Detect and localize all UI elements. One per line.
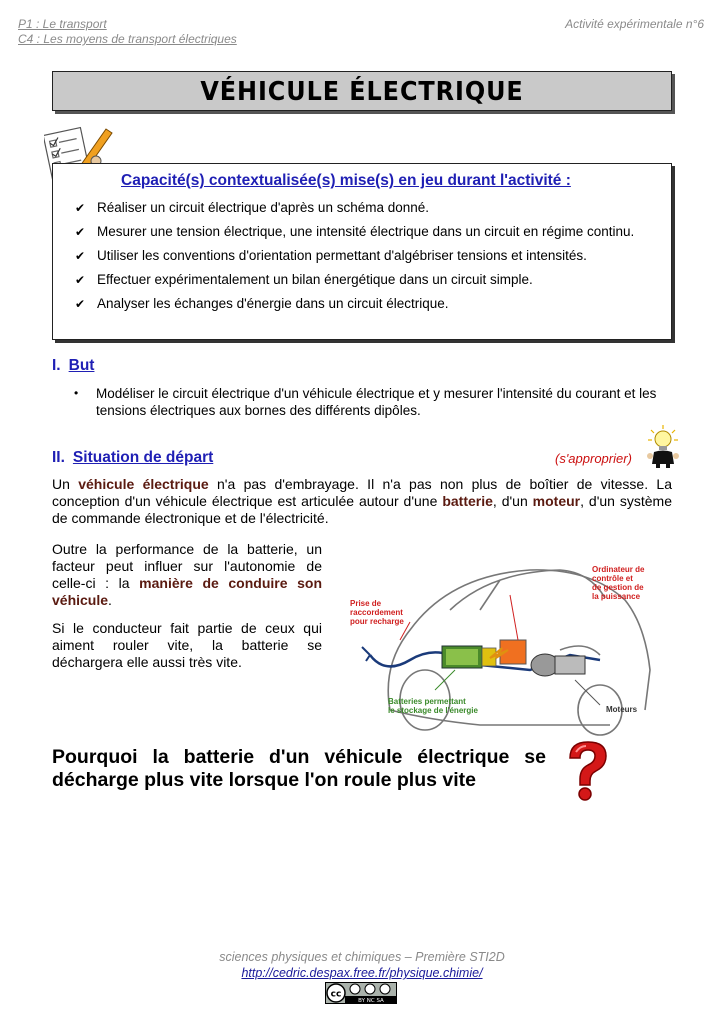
question-text: Pourquoi la batterie d'un véhicule électrique se décharge plus vite lorsque l'on roule plus vite <box>52 746 546 791</box>
check-icon: ✔ <box>75 249 86 263</box>
capacities-heading: Capacité(s) contextualisée(s) mise(s) en jeu durant l'activité : <box>121 172 571 189</box>
header-part: P1 : Le transport <box>18 17 107 31</box>
header-left <box>18 17 237 47</box>
cc-license-icon <box>325 982 397 1004</box>
question-mark-icon <box>558 738 616 802</box>
section-number: I. <box>52 357 61 374</box>
figure-label-batteries: Batteries permettant le stockage de l'énergie <box>388 697 478 715</box>
skill-tag: (s'approprier) <box>555 451 632 466</box>
electric-car-diagram <box>330 540 670 740</box>
section-title-situation <box>52 449 213 467</box>
section-number: II. <box>52 449 65 466</box>
figure-label-moteurs: Moteurs <box>606 705 638 714</box>
bold-term: manière de conduire son véhicule <box>52 575 322 608</box>
list-item-text: Réaliser un circuit électrique d'après un schéma donné. <box>97 200 430 215</box>
but-item <box>74 385 672 419</box>
but-text: Modéliser le circuit électrique d'un véhicule électrique et y mesurer l'intensité du courant et les tensions électriques aux bornes des différents dipôles. <box>96 386 657 418</box>
bullet-icon: • <box>74 386 79 400</box>
text-span: . <box>108 592 112 608</box>
list-item-text: Mesurer une tension électrique, une intensité électrique dans un circuit en régime continu. <box>97 224 635 239</box>
list-item <box>75 295 661 312</box>
list-item <box>75 247 661 264</box>
capacities-box <box>52 163 672 340</box>
text-span: , d'un <box>492 493 533 509</box>
header-chapter: C4 : Les moyens de transport électriques <box>18 32 237 46</box>
check-icon: ✔ <box>75 225 86 239</box>
header-activity-number: Activité expérimentale n°6 <box>565 17 704 31</box>
section-title-but <box>52 357 94 375</box>
performance-paragraph <box>52 541 322 609</box>
list-item-text: Analyser les échanges d'énergie dans un circuit électrique. <box>97 296 449 311</box>
text-span: Outre la performance de la batterie, un facteur peut influer sur l'autonomie de celle-ci : la <box>52 541 322 591</box>
svg-text:cc: cc <box>330 989 342 1000</box>
text-span: Un <box>52 476 79 492</box>
list-item <box>75 199 661 216</box>
check-icon: ✔ <box>75 273 86 287</box>
list-item <box>75 223 661 240</box>
footer-course: sciences physiques et chimiques – Première STI2D <box>219 950 505 964</box>
list-item <box>75 271 661 288</box>
page-title: VÉHICULE ÉLECTRIQUE <box>200 77 524 107</box>
license-text: BY NC SA <box>358 998 384 1004</box>
figure-label-ordinateur: Ordinateur de contrôle et de gestion de la puissance <box>592 565 645 601</box>
lightbulb-man-icon <box>646 424 680 468</box>
list-item-text: Effectuer expérimentalement un bilan énergétique dans un circuit simple. <box>97 272 533 287</box>
text-span: , d'un système de commande électronique et de l'électricité. <box>52 493 672 526</box>
check-icon: ✔ <box>75 201 86 215</box>
intro-paragraph <box>52 476 672 527</box>
bold-term: véhicule électrique <box>78 476 209 492</box>
section-label: But <box>68 357 95 374</box>
bold-term: moteur <box>532 493 581 509</box>
page-title-box <box>52 71 672 111</box>
bold-term: batterie <box>442 493 493 509</box>
list-item-text: Utiliser les conventions d'orientation permettant d'algébriser tensions et intensités. <box>97 248 587 263</box>
text-span: n'a pas d'embrayage. Il n'a pas non plus de boîtier de vitesse. La conception d'un véhicule électrique est articulée autour d'une <box>52 476 672 509</box>
footer-link[interactable]: http://cedric.despax.free.fr/physique.chimie/ <box>241 966 483 980</box>
check-icon: ✔ <box>75 297 86 311</box>
section-label: Situation de départ <box>72 449 214 466</box>
driver-paragraph: Si le conducteur fait partie de ceux qui aiment rouler vite, la batterie se déchargera elle aussi très vite. <box>52 620 322 670</box>
figure-label-prise: Prise de raccordement pour recharge <box>350 599 404 626</box>
capacities-list <box>75 199 661 319</box>
